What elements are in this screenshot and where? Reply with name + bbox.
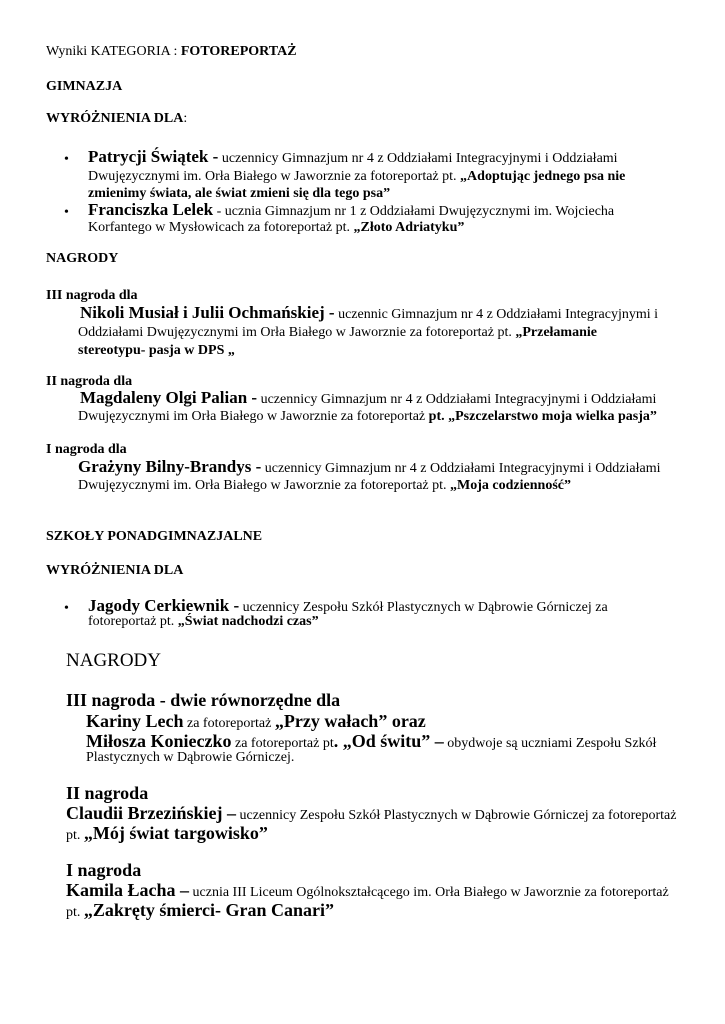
category-header xyxy=(46,44,297,60)
award-description-line xyxy=(78,325,597,341)
award-description: ucznia III Liceum Ogólnokształcącego im. Orła Białego w Jaworznie za fotoreportaż xyxy=(189,885,669,900)
award-description-line xyxy=(66,823,268,846)
awardee-name: Grażyny Bilny-Brandys - xyxy=(78,457,262,476)
wyroznienia-heading xyxy=(46,111,187,127)
awardee-name: Magdaleny Olgi Palian - xyxy=(80,388,258,407)
work-title: „Mój świat targowisko” xyxy=(83,823,268,843)
award-description: Korfantego w Mysłowicach za fotoreportaż pt. xyxy=(88,220,354,235)
nagrody-heading: NAGRODY xyxy=(46,251,119,266)
award-description: pt. xyxy=(66,828,84,843)
list-item xyxy=(88,202,614,220)
work-title: „Moja codzienność” xyxy=(450,478,571,493)
prize-heading: I nagroda dla xyxy=(46,442,127,457)
prize-entry xyxy=(78,459,661,477)
wyroznienia-label: WYRÓŻNIENIA DLA xyxy=(46,111,184,126)
award-description: za fotoreportaż pt xyxy=(231,736,334,751)
work-title: „Złoto Adriatyku” xyxy=(353,220,465,235)
award-description: Dwujęzycznymi im. Orła Białego w Jaworznie za fotoreportaż pt. xyxy=(88,169,461,184)
award-description-line xyxy=(66,900,334,923)
award-description: obydwoje są uczniami Zespołu Szkół xyxy=(443,736,657,751)
bullet-icon: • xyxy=(64,205,69,220)
list-item xyxy=(88,149,618,167)
wyroznienia-colon: : xyxy=(183,111,188,126)
section-title-gimnazja: GIMNAZJA xyxy=(46,79,123,94)
award-description: uczennicy Gimnazjum nr 4 z Oddziałami Integracyjnymi i Oddziałami xyxy=(261,461,661,476)
prize-heading: II nagroda dla xyxy=(46,374,133,389)
award-description: uczennicy Zespołu Szkół Plastycznych w Dąbrowie Górniczej za xyxy=(239,600,608,615)
award-description: fotoreportaż pt. xyxy=(88,614,178,629)
nagrody-heading: NAGRODY xyxy=(66,650,161,671)
award-description-line: Plastycznych w Dąbrowie Górniczej. xyxy=(86,750,295,765)
work-title: „Świat nadchodzi czas” xyxy=(177,614,319,629)
bullet-icon: • xyxy=(64,152,69,167)
work-title: „Przełamanie xyxy=(515,325,597,340)
awardee-name: Kamila Łacha – xyxy=(66,880,190,900)
awardee-name: Franciszka Lelek xyxy=(88,200,214,219)
awardee-name: Kariny Lech xyxy=(86,711,184,731)
award-description: uczennicy Gimnazjum nr 4 z Oddziałami Integracyjnymi i Oddziałami xyxy=(257,392,657,407)
award-description: Dwujęzycznymi im. Orła Białego w Jaworznie za fotoreportaż pt. xyxy=(78,478,451,493)
awardee-name: Claudii Brzezińskiej – xyxy=(66,803,236,823)
award-description: Oddziałami Dwujęzycznymi im Orła Białego w Jaworznie za fotoreportaż pt. xyxy=(78,325,516,340)
award-description: pt. xyxy=(66,905,84,920)
work-title: „Adoptując jednego psa nie xyxy=(460,169,626,184)
work-title: pt. „Pszczelarstwo moja wielka pasja” xyxy=(428,409,657,424)
work-title: zmienimy świata, ale świat zmieni się dla tego psa” xyxy=(88,186,391,201)
award-description: uczennic Gimnazjum nr 4 z Oddziałami Integracyjnymi i xyxy=(334,307,659,322)
awardee-name: Patrycji Świątek - xyxy=(88,147,219,166)
prize-heading: III nagroda dla xyxy=(46,288,138,303)
award-description: - ucznia Gimnazjum nr 1 z Oddziałami Dwujęzycznymi im. Wojciecha xyxy=(213,204,615,219)
award-description: uczennicy Gimnazjum nr 4 z Oddziałami Integracyjnymi i Oddziałami xyxy=(218,151,618,166)
prize-heading: II nagroda xyxy=(66,783,149,803)
work-title: stereotypu- pasja w DPS „ xyxy=(78,343,235,358)
awardee-name: Nikoli Musiał i Julii Ochmańskiej - xyxy=(80,303,335,322)
prize-entry xyxy=(80,390,656,408)
category-prefix: Wyniki KATEGORIA : xyxy=(46,44,181,59)
award-description-line xyxy=(88,169,625,185)
awardee-name: Miłosza Konieczko xyxy=(86,731,232,751)
work-title: „Przy wałach” oraz xyxy=(274,711,426,731)
awardee-name: Jagody Cerkiewnik - xyxy=(88,596,240,615)
section-title-ponadgimnazjalne: SZKOŁY PONADGIMNAZJALNE xyxy=(46,529,263,544)
category-name: FOTOREPORTAŻ xyxy=(180,44,297,59)
work-title: . „Od świtu” – xyxy=(333,731,444,751)
award-description-line xyxy=(88,614,319,630)
prize-entry xyxy=(80,305,658,323)
prize-heading: I nagroda xyxy=(66,860,142,880)
award-description: uczennicy Zespołu Szkół Plastycznych w Dąbrowie Górniczej za fotoreportaż xyxy=(236,808,677,823)
award-description: Dwujęzycznymi im Orła Białego w Jaworznie za fotoreportaż xyxy=(78,409,429,424)
award-description-line xyxy=(88,220,464,236)
bullet-icon: • xyxy=(64,601,69,616)
award-description: za fotoreportaż xyxy=(183,716,275,731)
award-description-line xyxy=(78,478,571,494)
work-title: „Zakręty śmierci- Gran Canari” xyxy=(83,900,335,920)
wyroznienia-heading: WYRÓŻNIENIA DLA xyxy=(46,563,184,578)
award-description-line xyxy=(78,409,657,425)
prize-heading: III nagroda - dwie równorzędne dla xyxy=(66,690,341,710)
